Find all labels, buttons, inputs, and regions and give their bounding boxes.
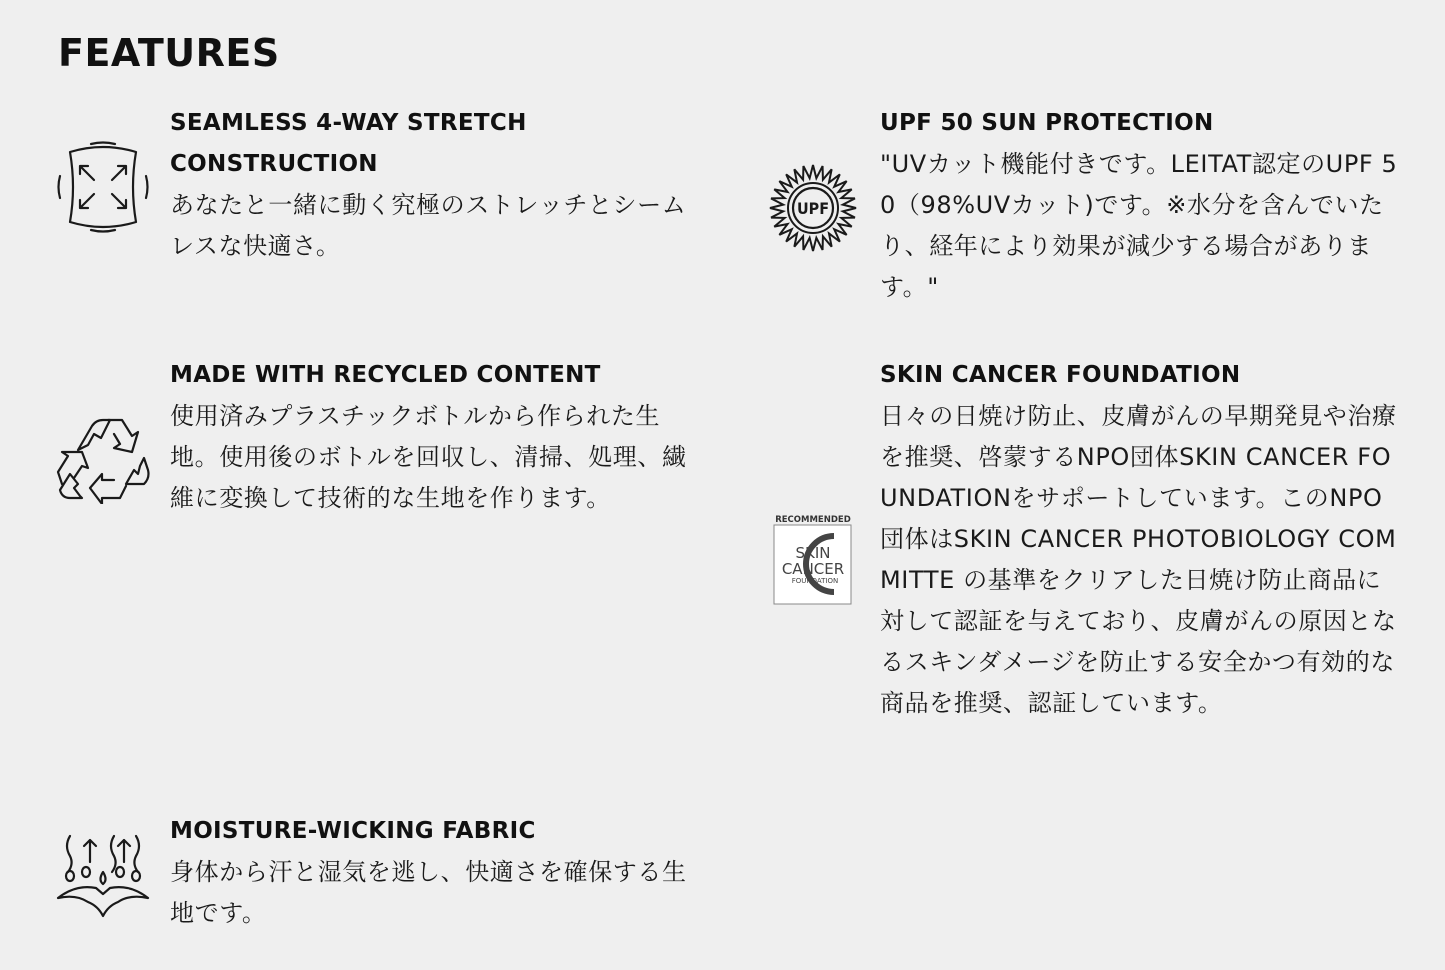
feature-title: SEAMLESS 4-WAY STRETCH CONSTRUCTION (170, 110, 527, 177)
recycle-icon (56, 412, 150, 504)
feature-recycled (170, 355, 690, 519)
badge-line2-text: CANCER (781, 560, 845, 578)
stretch-arrows-icon (56, 140, 150, 234)
skin-cancer-foundation-badge-icon (772, 514, 854, 606)
feature-moisture-wicking (170, 811, 690, 934)
moisture-drops-icon (56, 832, 150, 920)
upf-sun-icon (766, 163, 860, 253)
feature-title: MADE WITH RECYCLED CONTENT (170, 362, 601, 388)
feature-title: MOISTURE-WICKING FABRIC (170, 818, 536, 844)
feature-description: 使用済みプラスチックボトルから作られた生地。使用後のボトルを回収し、清掃、処理、繊維に変換して技術的な生地を作ります。 (170, 402, 687, 512)
badge-recommended-text: RECOMMENDED (775, 515, 851, 525)
feature-description: "UVカット機能付きです。LEITAT認定のUPF 50（98%UVカット)です。※水分を含んでいたり、経年により効果が減少する場合があります。" (880, 150, 1398, 301)
feature-skin-cancer-foundation (880, 355, 1400, 724)
feature-description: 日々の日焼け防止、皮膚がんの早期発見や治療を推奨、啓蒙するNPO団体SKIN CANCER FOUNDATIONをサポートしています。このNPO団体はSKIN CANCER PHOTOBIOLOGY COMMITTE の基準をクリアした日焼け防止商品に対して認証を与えており、皮膚がんの原因となるスキンダメージを防止する安全かつ有効的な商品を推奨、認証しています。 (880, 402, 1397, 717)
upf-icon-label: UPF (796, 199, 830, 218)
feature-description: 身体から汗と湿気を逃し、快適さを確保する生地です。 (170, 858, 687, 927)
feature-description: あなたと一緒に動く究極のストレッチとシームレスな快適さ。 (170, 191, 687, 260)
badge-line1-text: SKIN (795, 544, 831, 562)
section-heading: FEATURES (58, 31, 280, 75)
feature-title: SKIN CANCER FOUNDATION (880, 362, 1241, 388)
feature-stretch (170, 103, 690, 267)
feature-title: UPF 50 SUN PROTECTION (880, 110, 1214, 136)
feature-upf-protection (880, 103, 1400, 308)
badge-line3-text: FOUNDATION (791, 577, 839, 585)
